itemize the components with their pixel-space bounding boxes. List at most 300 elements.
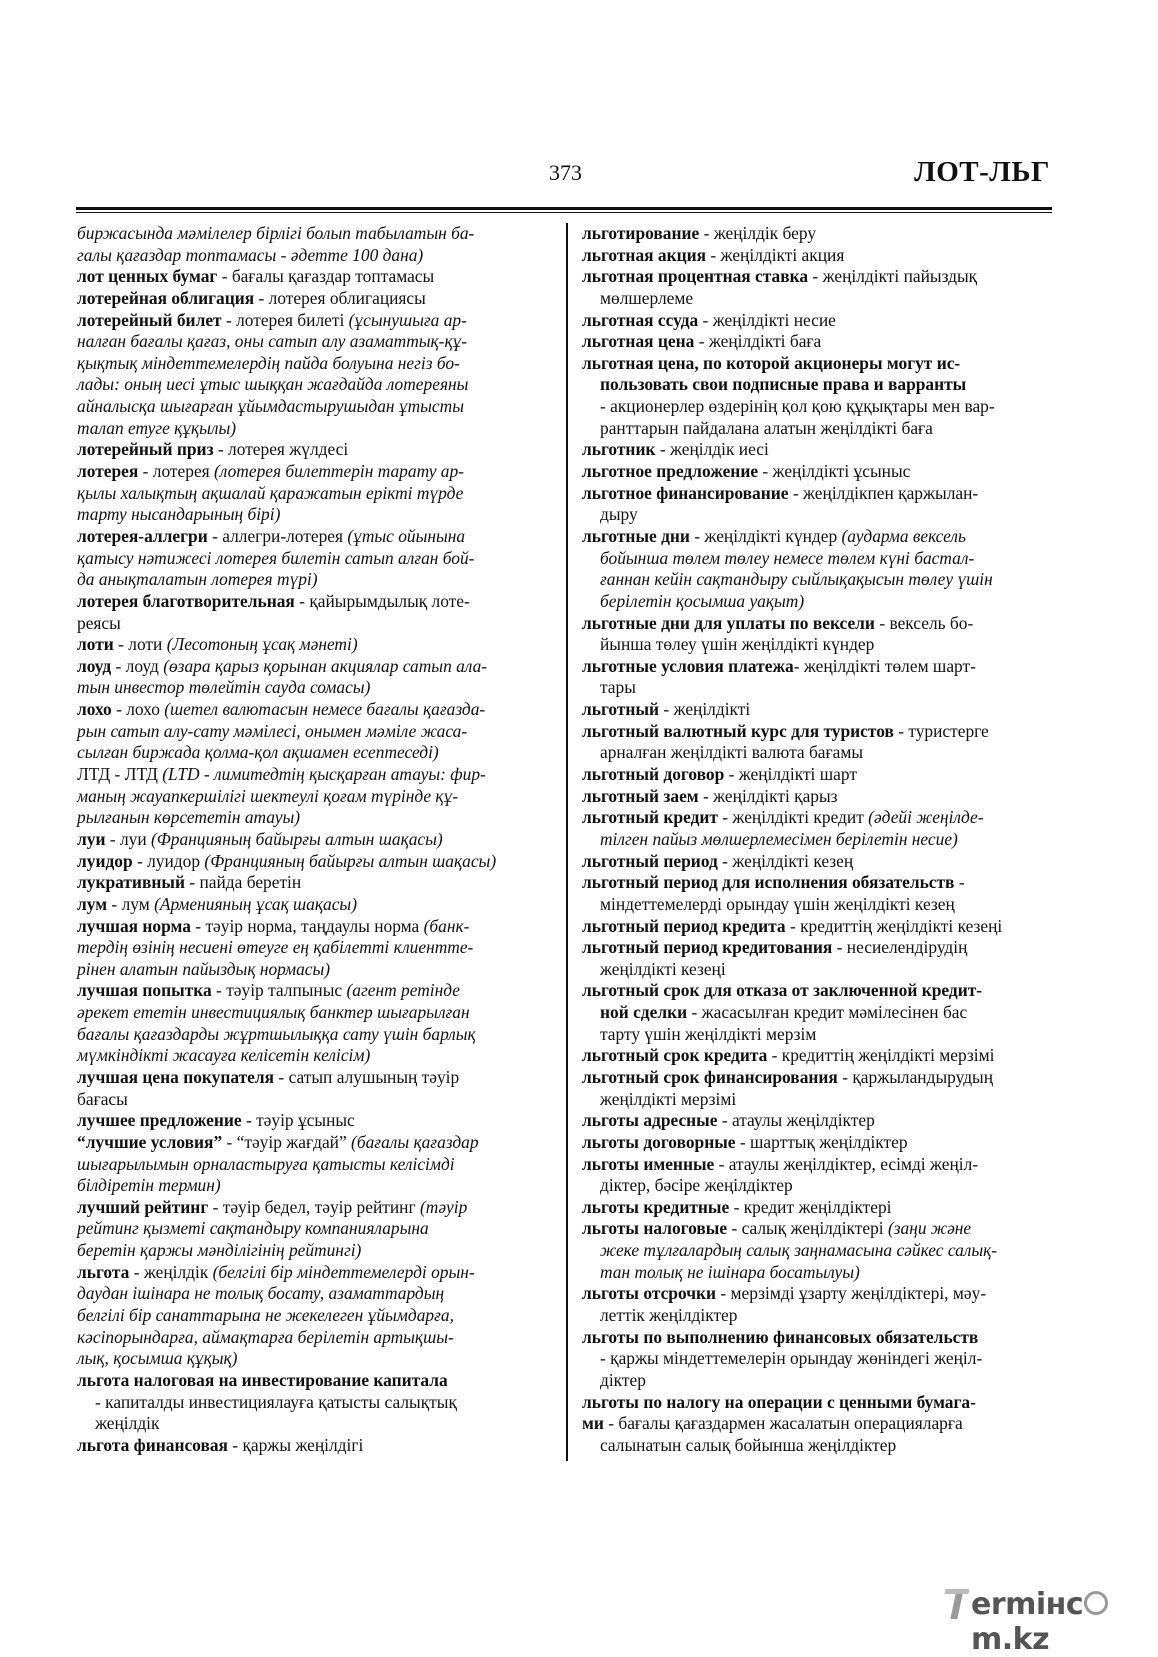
translation: - кредит жеңілдіктері [729,1196,892,1217]
dictionary-line [77,1413,549,1435]
term: лотерея-аллегри [77,525,208,546]
term: льготы договорные [582,1131,736,1152]
dictionary-line [582,786,1054,808]
dictionary-line [582,526,1054,548]
logo-text-end: m.kz [971,1622,1050,1657]
term: лучшее предложение [77,1110,242,1131]
dictionary-line [77,569,549,591]
dictionary-line [582,1045,1054,1067]
term: ной сделки [600,1002,688,1023]
gloss: (банк- [423,915,470,936]
dictionary-line [77,677,549,699]
translation: - жеңілдік [129,1261,213,1282]
gloss: тын инвестор төлейтін сауда сомасы) [77,677,371,698]
dictionary-line [582,1089,1054,1111]
dictionary-line [582,677,1054,699]
dictionary-line [77,483,549,505]
term: льготный период кредита [582,915,786,936]
term: льготы по выполнению финансовых обязательств [582,1326,979,1347]
term: лукративный [77,872,185,893]
term: льготное финансирование [582,482,789,503]
dictionary-line [582,894,1054,916]
dictionary-line [582,959,1054,981]
term: льготный срок кредита [582,1045,768,1066]
dictionary-line [582,634,1054,656]
dictionary-line [582,937,1054,959]
gloss: (лотерея билеттерін тарату ар- [214,461,464,482]
translation: - аллегри-лотерея [207,525,348,546]
translation: - тәуір талпыныс [211,980,347,1001]
dictionary-line [582,223,1054,245]
translation: - сатып алушының тәуір [274,1066,460,1087]
dictionary-line [77,1089,549,1111]
term: льготный период кредитования [582,937,833,958]
gloss: (Арменияның ұсақ шақасы) [154,893,357,914]
gloss: қылы халықтың ақшалай қаражатын ерікті түрде [77,482,464,503]
term: льготный кредит [582,807,718,828]
translation: - несиелендірудің [832,937,968,958]
header-range: ЛОТ-ЛЬГ [914,156,1050,188]
dictionary-line [582,656,1054,678]
term: льготы кредитные [582,1196,730,1217]
dictionary-line [582,1197,1054,1219]
term: льготная цена, по которой акционеры могут ис- [582,352,961,373]
dictionary-line [77,1283,549,1305]
translation: жеңілдік [95,1413,160,1434]
dictionary-line [582,1392,1054,1414]
translation: - лохо [111,699,165,720]
dictionary-line [582,1110,1054,1132]
term: льготные дни [582,525,690,546]
gloss: (белгілі бір міндеттемелерді орын- [212,1261,475,1282]
translation: - жеңілдікті кезең [717,850,854,871]
gloss: галы қағаздар топтамасы - әдетте 100 дана) [77,244,424,265]
dictionary-line [77,504,549,526]
term: льготный срок для отказа от заключенной кредит- [582,980,983,1001]
dictionary-line [77,591,549,613]
translation: ранттарын пайдалана алатын жеңілдікті баға [600,417,933,438]
translation: - жеңілдікті ұсыныс [758,461,911,482]
translation: жеңілдікті мерзімі [600,1088,737,1109]
dictionary-line [77,742,549,764]
translation: діктер, бәсіре жеңілдіктер [600,1175,793,1196]
dictionary-line [77,980,549,1002]
logo-o-icon [1084,1591,1108,1615]
gloss: (бағалы қағаздар [351,1131,479,1152]
term: льготный заем [582,785,699,806]
dictionary-line [77,1435,549,1457]
gloss: (Лесотоның ұсақ мәнеті) [166,634,358,655]
dictionary-line [582,418,1054,440]
dictionary-line [77,851,549,873]
translation: арналған жеңілдікті валюта бағамы [600,742,864,763]
translation: - шарттық жеңілдіктер [735,1131,908,1152]
term: лотерейный приз [77,439,214,460]
translation: - тәуір ұсыныс [241,1110,355,1131]
gloss: (LTD - лимитедтің қысқарған атауы: фир- [162,764,486,785]
dictionary-line [582,374,1054,396]
dictionary-line [582,1370,1054,1392]
dictionary-line [582,288,1054,310]
translation: - бағалы қағаздармен жасалатын операцияларға [603,1413,963,1434]
dictionary-line [582,829,1054,851]
gloss: айналысқа шығарған ұйымдастырушыдан ұтысты [77,396,464,417]
translation: - атаулы жеңілдіктер [717,1110,875,1131]
gloss: бойынша төлем төлеу немесе төлем күні бастал- [600,547,975,568]
term: льготная процентная ставка [582,266,809,287]
term: лучшая норма [77,915,191,936]
dictionary-line [582,721,1054,743]
dictionary-line [77,1067,549,1089]
translation: - лотерея жүлдесі [213,439,349,460]
term: льгота налоговая на инвестирование капитала [77,1369,448,1390]
translation: мөлшерлеме [600,287,694,308]
translation: - жеңілдікті несие [698,309,836,330]
dictionary-line [77,374,549,396]
gloss: (агент ретінде [346,980,460,1001]
term: льгота [77,1261,130,1282]
term: лотерея благотворительная [77,590,295,611]
dictionary-line [582,699,1054,721]
dictionary-line [582,1218,1054,1240]
term: “лучшие условия” [77,1131,223,1152]
dictionary-line [77,526,549,548]
dictionary-line [582,1175,1054,1197]
translation: - капиталды инвестициялауға қатысты салықтық [95,1391,457,1412]
gloss: белгілі бір санаттарына не жекелеген ұйымдарға, [77,1305,454,1326]
dictionary-line [77,1348,549,1370]
dictionary-line [77,439,549,461]
translation: тары [600,677,636,698]
termincom-logo[interactable] [945,1587,1145,1657]
translation: - жеңілдікті күндер [689,525,842,546]
term: лоуд [77,655,112,676]
term: лотерея [77,461,139,482]
term: пользовать свои подписные права и варранты [600,374,967,395]
termincom-logo-t-icon [945,1589,969,1619]
dictionary-line [582,353,1054,375]
dictionary-line [582,439,1054,461]
dictionary-line [77,613,549,635]
dictionary-line [77,461,549,483]
page-number: 373 [549,160,582,185]
translation: - жеңілдікті акция [706,244,845,265]
dictionary-line [77,548,549,570]
translation: салынатын салық бойынша жеңілдіктер [600,1434,897,1455]
dictionary-line [582,1262,1054,1284]
dictionary-line [77,634,549,656]
translation: - атаулы жеңілдіктер, есімді жеңіл- [714,1153,979,1174]
translation: жеңілдікті кезеңі [600,958,726,979]
translation: - жасасылған кредит мәмілесінен бас [687,1002,968,1023]
term: льготный [582,699,660,720]
term: льгота финансовая [77,1434,228,1455]
translation: - “тәуір жағдай” [222,1131,352,1152]
dictionary-line [582,807,1054,829]
dictionary-line [582,1024,1054,1046]
translation: діктер [600,1369,646,1390]
term: ми [582,1413,604,1434]
dictionary-line [77,1218,549,1240]
term: льготная цена [582,331,695,352]
term: льготы налоговые [582,1218,728,1239]
translation: - кредиттің жеңілдікті кезеңі [785,915,1003,936]
dictionary-line [582,1002,1054,1024]
gloss: рейтинг қызметі сақтандыру компанияларына [77,1218,429,1239]
term: льготник [582,439,656,460]
dictionary-line [77,1327,549,1349]
dictionary-line [77,353,549,375]
dictionary-line [77,1110,549,1132]
translation: - жеңілдік беру [699,223,817,243]
dictionary-line [77,1045,549,1067]
term: луидор [77,850,133,871]
translation: - қайырымдылық лоте- [294,590,470,611]
dictionary-line [77,894,549,916]
translation: - қаржы міндеттемелерін орындау жөніндегі жеңіл- [600,1348,983,1369]
dictionary-line [582,569,1054,591]
term: льготные дни для уплаты по вексели [582,612,875,633]
gloss: тарту нысандарының бірі) [77,504,281,525]
dictionary-line [77,872,549,894]
gloss: тілген пайыз мөлшерлемесімен берілетін несие) [600,828,958,849]
gloss: (ұтыс ойынына [347,525,466,546]
dictionary-line [77,916,549,938]
gloss: (Францияның байырғы алтын шақасы) [151,828,443,849]
translation: - туристерге [893,720,989,741]
translation: - салық жеңілдіктері [727,1218,888,1239]
dictionary-line [582,1283,1054,1305]
term: льготный период для исполнения обязательств [582,872,955,893]
dictionary-line [582,396,1054,418]
dictionary-line [77,396,549,418]
gloss: тердің өзінің несиені өтеуге ең қабілетті клиентте- [77,937,474,958]
term: льготные условия платежа [582,655,794,676]
translation: - жеңілдік иесі [655,439,769,460]
gloss: берілетін қосымша уақыт) [600,590,805,611]
dictionary-line [77,1240,549,1262]
gloss: лық, қосымша құқық) [77,1348,238,1369]
gloss: білдіретін термин) [77,1175,221,1196]
translation: міндеттемелерді орындау үшін жеңілдікті кезең [600,893,955,914]
header-rule-thick [76,207,1052,210]
term: льготы по налогу на операции с ценными бумага- [582,1391,976,1412]
dictionary-line [77,829,549,851]
logo-text-start: ermінc [971,1587,1084,1622]
gloss: беретін қаржы мәнділігінің рейтингі) [77,1240,362,1261]
gloss: (шетел валютасын немесе бағалы қағазда- [164,699,486,720]
dictionary-line [77,1132,549,1154]
translation: - лотерея билеті [221,309,349,330]
translation: тарту үшін жеңілдікті мерзім [600,1023,817,1044]
translation: - жеңілдікті кредит [717,807,869,828]
translation: - бағалы қағаздар топтамасы [217,266,435,287]
gloss: жеке тұлғалардың салық заңнамасына сәйкес салық- [600,1240,998,1261]
gloss: налған бағалы қағаз, оны сатып алу азаматтық-құ- [77,331,468,352]
dictionary-line [77,245,549,267]
translation: - қаржы жеңілдігі [227,1434,364,1455]
dictionary-line [582,872,1054,894]
gloss: (ұсынушыға ар- [348,309,467,330]
dictionary-line [582,1132,1054,1154]
translation: - жеңілдікті төлем шарт- [793,655,976,676]
translation: - жеңілдікті [659,699,751,720]
dictionary-line [77,656,549,678]
gloss: биржасында мәмілелер бірлігі болып табылатын ба- [77,223,475,243]
translation: - лоуд [111,655,164,676]
term: лоти [77,634,114,655]
dictionary-line [77,721,549,743]
translation: - жеңілдікпен қаржылан- [788,482,979,503]
right-column [582,223,1054,1457]
translation: реясы [77,612,121,633]
dictionary-line [582,548,1054,570]
dictionary-line [77,937,549,959]
gloss: (заңи және [887,1218,972,1239]
dictionary-line [77,959,549,981]
gloss: қатысу нәтижесі лотерея билетін сатып алған бой- [77,547,475,568]
translation: - қаржыландырудың [837,1066,994,1087]
dictionary-line [582,591,1054,613]
dictionary-line [582,1067,1054,1089]
translation: - мерзімді ұзарту жеңілдіктері, мәу- [716,1283,987,1304]
gloss: бағалы қағаздарды жұртшылыққа сату үшін барлық [77,1023,476,1044]
term: льготный договор [582,764,725,785]
dictionary-line [582,483,1054,505]
term: лот ценных бумаг [77,266,218,287]
dictionary-line [582,1348,1054,1370]
gloss: әрекет ететін инвестициялық банктер шығарылған [77,1002,470,1023]
translation: - жеңілдікті баға [694,331,822,352]
dictionary-line [582,742,1054,764]
dictionary-line [582,245,1054,267]
left-column [77,223,549,1457]
dictionary-line [582,613,1054,635]
dictionary-line [582,980,1054,1002]
column-divider [566,223,568,1461]
dictionary-line [77,331,549,353]
translation: - акционерлер өздерінің қол қою құқықтары мен вар- [600,396,995,417]
dictionary-line [582,461,1054,483]
gloss: қықтық міндеттемелердің пайда болуына негіз бо- [77,352,460,373]
term: лотерейный билет [77,309,222,330]
translation: - пайда беретін [184,872,302,893]
gloss: маның жауапкершілігі шектеулі қоғам түрінде құ- [77,785,459,806]
gloss: лады: оның иесі ұтыс шыққан жағдайда лотереяны [77,374,469,395]
gloss: (өзара қарыз қорынан акциялар сатып ала- [163,655,488,676]
translation: ЛТД - ЛТД [77,764,163,785]
dictionary-line [582,310,1054,332]
dictionary-line [77,699,549,721]
translation: - жеңілдікті қарыз [698,785,838,806]
term: льготное предложение [582,461,759,482]
translation: - кредиттің жеңілдікті мерзімі [767,1045,995,1066]
dictionary-line [77,1305,549,1327]
dictionary-line [582,916,1054,938]
gloss: ғаннан кейін сақтандыру сыйлықақысын төлеу үшін [600,569,993,590]
dictionary-line [582,331,1054,353]
term: льготный срок финансирования [582,1066,838,1087]
dictionary-line [582,764,1054,786]
translation: - вексель бо- [874,612,974,633]
gloss: рылғанын көрсететін атауы) [77,807,301,828]
dictionary-line [582,1327,1054,1349]
term: лохо [77,699,112,720]
gloss: кәсіпорындарға, аймақтарға берілетін артықшы- [77,1326,454,1347]
gloss: даудан ішінара не толық босату, азаматтардың [77,1283,445,1304]
term: лучший рейтинг [77,1196,209,1217]
dictionary-line [77,1262,549,1284]
dictionary-line [582,1154,1054,1176]
dictionary-line [77,288,549,310]
gloss: тан толық не ішінара босатылуы) [600,1261,860,1282]
dictionary-line [77,266,549,288]
translation: - тәуір норма, таңдаулы норма [190,915,424,936]
term: льготная акция [582,244,707,265]
dictionary-line [77,764,549,786]
term: лотерейная облигация [77,287,255,308]
dictionary-line [77,1197,549,1219]
dictionary-line [77,1392,549,1414]
dictionary-line [77,786,549,808]
translation: - жеңілдікті пайыздық [808,266,978,287]
dictionary-line [582,1305,1054,1327]
translation: - тәуір бедел, тәуір рейтинг [208,1196,420,1217]
gloss: шығарылымын орналастыруға қатысты келісімді [77,1153,455,1174]
dictionary-line [77,1024,549,1046]
term: льготный период [582,850,718,871]
term: льготирование [582,223,700,243]
gloss: (аударма вексель [841,525,966,546]
gloss: сылған биржада қолма-қол ақшамен есептеседі) [77,742,439,763]
dictionary-line [77,807,549,829]
term: льготы именные [582,1153,715,1174]
term: лум [77,893,108,914]
term: луи [77,828,106,849]
dictionary-line [77,310,549,332]
translation: - [954,872,965,893]
gloss: да анықталатын лотерея түрі) [77,569,318,590]
translation: - жеңілдікті шарт [724,764,857,785]
dictionary-line [77,1154,549,1176]
gloss: талап етуге құқылы) [77,417,237,438]
gloss: рын сатып алу-сату мәмілесі, онымен мәміле жаса- [77,720,468,741]
gloss: (Францияның байырғы алтын шақасы) [204,850,497,871]
dictionary-line [582,504,1054,526]
term: лучшая цена покупателя [77,1066,275,1087]
translation: - луи [105,828,151,849]
gloss: (әдейі жеңілде- [868,807,984,828]
dictionary-line [582,1435,1054,1457]
translation: - лоти [113,634,167,655]
dictionary-line [582,1413,1054,1435]
translation: - лум [107,893,155,914]
term: льготный валютный курс для туристов [582,720,894,741]
dictionary-line [77,1002,549,1024]
translation: бағасы [77,1088,128,1109]
term: льготы отсрочки [582,1283,717,1304]
dictionary-line [77,223,549,245]
dictionary-line [77,1175,549,1197]
gloss: (тәуір [419,1196,468,1217]
term: лучшая попытка [77,980,212,1001]
gloss: рінен алатын пайыздық нормасы) [77,958,331,979]
dictionary-line [77,1370,549,1392]
translation: - лотерея облигациясы [254,287,426,308]
term: льготная ссуда [582,309,699,330]
term: льготы адресные [582,1110,718,1131]
header-rule-thin [76,212,1052,213]
